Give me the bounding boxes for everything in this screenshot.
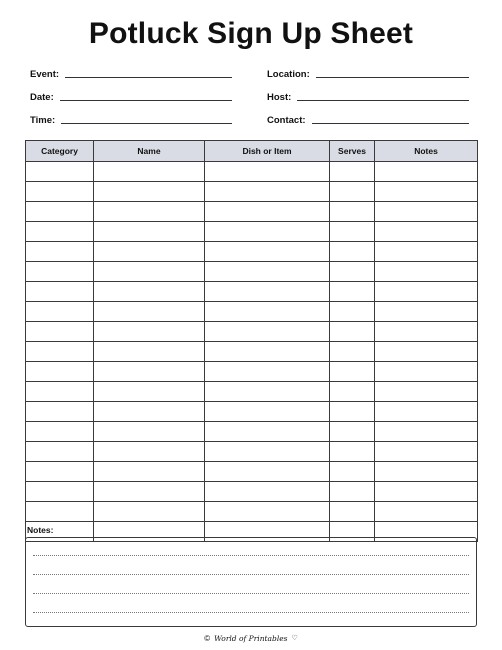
table-row [26, 362, 478, 382]
name-cell [94, 342, 205, 362]
table-row [26, 182, 478, 202]
name-cell [94, 402, 205, 422]
date-field [30, 87, 232, 103]
dish-cell [205, 502, 330, 522]
copyright-symbol: © [204, 633, 211, 643]
category-cell [26, 242, 94, 262]
serves-cell [330, 362, 375, 382]
category-header: Category [26, 141, 94, 162]
dish-cell [205, 282, 330, 302]
name-cell [94, 502, 205, 522]
dish-cell [205, 262, 330, 282]
name-cell [94, 362, 205, 382]
dish-cell [205, 462, 330, 482]
serves-cell [330, 482, 375, 502]
table-row [26, 462, 478, 482]
notes-cell [375, 242, 478, 262]
contact-field [267, 110, 469, 126]
serves-cell [330, 202, 375, 222]
category-cell [26, 442, 94, 462]
contact-line [312, 122, 469, 124]
notes-cell [375, 202, 478, 222]
notes-cell [375, 482, 478, 502]
category-cell [26, 182, 94, 202]
category-cell [26, 502, 94, 522]
table-row [26, 222, 478, 242]
location-line [316, 76, 469, 78]
name-cell [94, 482, 205, 502]
table-row [26, 242, 478, 262]
notes-cell [375, 262, 478, 282]
brand-name: World of Printables [214, 633, 288, 643]
serves-cell [330, 502, 375, 522]
serves-cell [330, 282, 375, 302]
dish-cell [205, 202, 330, 222]
dish-cell [205, 382, 330, 402]
name-cell [94, 242, 205, 262]
name-cell [94, 422, 205, 442]
notes-cell [375, 402, 478, 422]
signup-table [25, 140, 478, 542]
host-field [267, 87, 469, 103]
dish-cell [205, 342, 330, 362]
notes-header: Notes [375, 141, 478, 162]
notes-cell [375, 222, 478, 242]
table-row [26, 402, 478, 422]
notes-box [25, 537, 477, 627]
host-line [297, 99, 469, 101]
serves-cell [330, 442, 375, 462]
serves-cell [330, 382, 375, 402]
serves-cell [330, 402, 375, 422]
name-cell [94, 222, 205, 242]
category-cell [26, 262, 94, 282]
name-cell [94, 282, 205, 302]
table-row [26, 162, 478, 182]
notes-cell [375, 282, 478, 302]
notes-cell [375, 422, 478, 442]
category-cell [26, 222, 94, 242]
category-cell [26, 462, 94, 482]
name-cell [94, 202, 205, 222]
category-cell [26, 162, 94, 182]
notes-cell [375, 382, 478, 402]
serves-cell [330, 242, 375, 262]
time-label: Time: [30, 115, 56, 126]
name-cell [94, 382, 205, 402]
category-cell [26, 422, 94, 442]
notes-line [33, 555, 469, 556]
dish-cell [205, 242, 330, 262]
dish-cell [205, 222, 330, 242]
notes-cell [375, 162, 478, 182]
serves-cell [330, 462, 375, 482]
notes-line [33, 593, 469, 594]
time-field [30, 110, 232, 126]
location-label: Location: [267, 69, 310, 80]
category-cell [26, 202, 94, 222]
dish-cell [205, 402, 330, 422]
event-field [30, 64, 232, 80]
table-row [26, 342, 478, 362]
notes-cell [375, 502, 478, 522]
name-cell [94, 302, 205, 322]
category-cell [26, 282, 94, 302]
serves-cell [330, 422, 375, 442]
category-cell [26, 382, 94, 402]
table-row [26, 442, 478, 462]
notes-label: Notes: [27, 525, 54, 535]
table-row [26, 322, 478, 342]
time-line [61, 122, 232, 124]
host-label: Host: [267, 92, 292, 103]
dish-cell [205, 442, 330, 462]
table-body [26, 162, 478, 542]
contact-label: Contact: [267, 115, 306, 126]
name-cell [94, 322, 205, 342]
serves-cell [330, 342, 375, 362]
serves-cell [330, 222, 375, 242]
category-cell [26, 342, 94, 362]
notes-line [33, 612, 469, 613]
page-title: Potluck Sign Up Sheet [88, 17, 414, 50]
serves-cell [330, 162, 375, 182]
category-cell [26, 322, 94, 342]
notes-line [33, 574, 469, 575]
date-line [60, 99, 232, 101]
category-cell [26, 402, 94, 422]
table-row [26, 422, 478, 442]
serves-header: Serves [330, 141, 375, 162]
dish-cell [205, 182, 330, 202]
dish-cell [205, 482, 330, 502]
table-row [26, 502, 478, 522]
dish-cell [205, 362, 330, 382]
heart-icon: ♡ [291, 635, 298, 642]
name-cell [94, 182, 205, 202]
table-row [26, 302, 478, 322]
notes-cell [375, 322, 478, 342]
location-field [267, 64, 469, 80]
table-header-row [26, 141, 478, 162]
table-row [26, 282, 478, 302]
name-cell [94, 462, 205, 482]
notes-cell [375, 342, 478, 362]
notes-cell [375, 362, 478, 382]
dish-header: Dish or Item [205, 141, 330, 162]
name-cell [94, 162, 205, 182]
dish-cell [205, 302, 330, 322]
serves-cell [330, 182, 375, 202]
serves-cell [330, 322, 375, 342]
notes-cell [375, 462, 478, 482]
dish-cell [205, 322, 330, 342]
dish-cell [205, 162, 330, 182]
name-header: Name [94, 141, 205, 162]
notes-cell [375, 182, 478, 202]
event-label: Event: [30, 69, 60, 80]
name-cell [94, 262, 205, 282]
table-row [26, 202, 478, 222]
category-cell [26, 362, 94, 382]
table-row [26, 482, 478, 502]
notes-cell [375, 302, 478, 322]
notes-cell [375, 442, 478, 462]
serves-cell [330, 262, 375, 282]
footer [0, 631, 502, 645]
event-line [65, 76, 232, 78]
table-row [26, 262, 478, 282]
date-label: Date: [30, 92, 54, 103]
dish-cell [205, 422, 330, 442]
name-cell [94, 442, 205, 462]
category-cell [26, 302, 94, 322]
serves-cell [330, 302, 375, 322]
category-cell [26, 482, 94, 502]
table-row [26, 382, 478, 402]
